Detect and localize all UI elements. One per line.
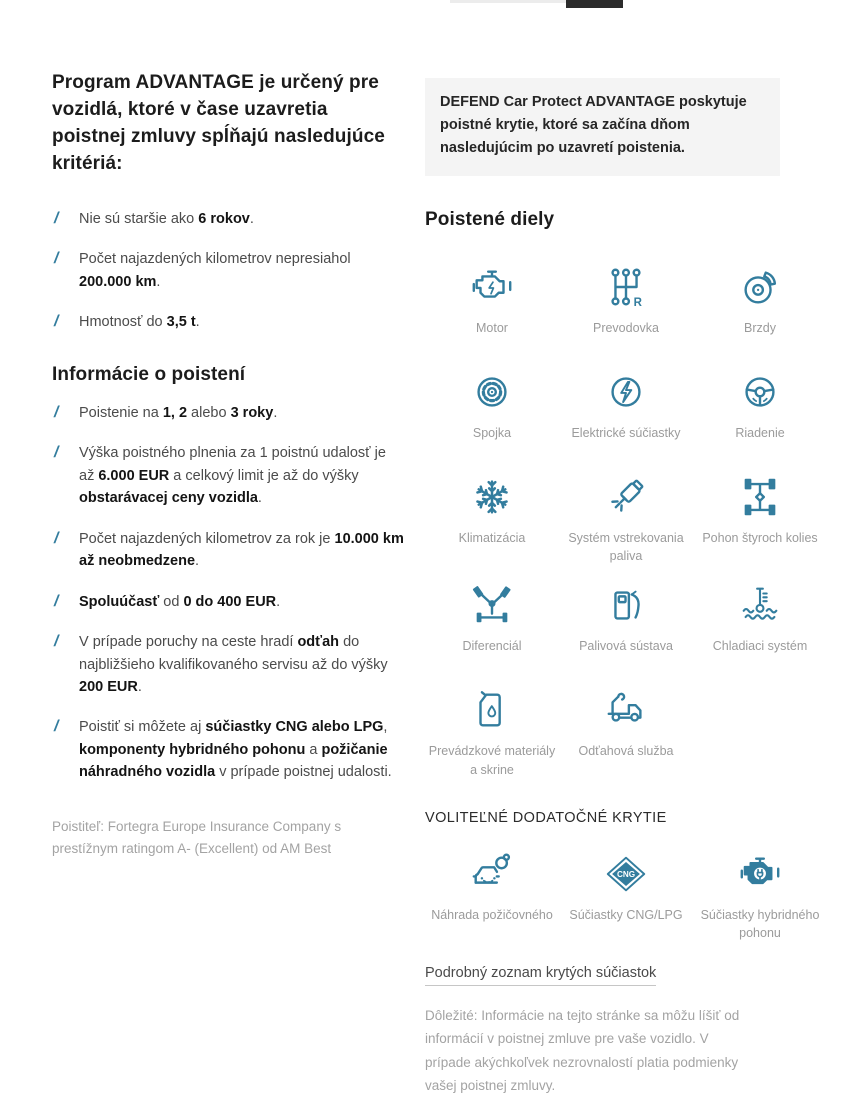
optional-parts-grid [425,848,827,944]
slash-bullet-icon: / [54,250,59,268]
covered-parts-list-link[interactable]: Podrobný zoznam krytých súčiastok [425,965,656,986]
svg-text:CNG: CNG [616,869,636,879]
covered-part [425,366,559,458]
bullet-text: Počet najazdených kilometrov nepresiahol 200.000 km. [79,251,351,290]
covered-part [693,471,827,567]
snowflake-icon [468,471,516,523]
info-item [52,716,404,783]
rental-car-icon [468,848,516,900]
bullet-text: Nie sú staršie ako 6 rokov. [79,210,254,227]
bullet-text: Hmotnosť do 3,5 t. [79,314,200,331]
clutch-icon [468,366,516,418]
part-label: Súčiastky hybridného pohonu [700,907,820,941]
slash-bullet-icon: / [54,403,59,421]
right-column [425,78,827,1097]
four-wheel-drive-icon [736,471,784,523]
covered-part [425,684,559,780]
covered-part [559,579,693,671]
info-item [52,528,404,573]
part-label: Motor [476,320,508,335]
criteria-list [52,208,404,334]
slash-bullet-icon: / [54,633,59,651]
info-item [52,402,404,424]
part-label: Náhrada požičovného [431,907,553,922]
part-label: Súčiastky CNG/LPG [569,907,683,922]
bullet-text: Poistiť si môžete aj súčiastky CNG alebo LPG, komponenty hybridného pohonu a požičanie náhradného vozidla v prípade poistnej udalosti. [79,719,392,781]
tow-truck-icon [602,684,650,736]
optional-coverage-heading: VOLITEĽNÉ DODATOČNÉ KRYTIE [425,809,667,826]
part-label: Riadenie [735,425,785,440]
part-label: Brzdy [744,320,776,335]
part-label: Spojka [472,425,512,440]
bullet-text: V prípade poruchy na ceste hradí odťah do najbližšieho kvalifikovaného servisu až do výšky 200 EUR. [79,634,388,695]
part-label: Palivová sústava [579,639,673,654]
insurer-note: Poistiteľ: Fortegra Europe Insurance Company s prestížnym ratingom A- (Excellent) od AM Best [52,818,342,857]
fuel-pump-icon [602,579,650,631]
covered-part [425,471,559,567]
part-label: Klimatizácia [458,530,526,545]
covered-part [559,471,693,567]
info-item [52,591,404,613]
coolant-thermometer-icon [736,579,784,631]
covered-part [559,366,693,458]
steering-wheel-icon [736,366,784,418]
slash-bullet-icon: / [54,718,59,736]
covered-part [693,261,827,353]
covered-part [559,261,693,353]
slash-bullet-icon: / [54,529,59,547]
criteria-item [52,248,404,293]
part-label: Systém vstrekovania paliva [568,530,684,564]
lightning-circle-icon [602,366,650,418]
gearbox-icon [602,261,650,313]
info-item [52,442,404,509]
part-label: Chladiaci systém [712,639,808,654]
highlight-text: DEFEND Car Protect ADVANTAGE poskytuje poistné krytie, ktoré sa začína dňom nasledujúcim po uzavretí poistenia. [440,94,747,157]
bullet-text: Spoluúčasť od 0 do 400 EUR. [79,593,281,610]
slash-bullet-icon: / [54,209,59,227]
covered-part [693,366,827,458]
bullet-text: Počet najazdených kilometrov za rok je 10.000 km až neobmedzene. [79,530,404,570]
disclaimer-text: Dôležité: Informácie na tejto stránke sa môžu líšiť od informácií v poistnej zmluve pre vaše vozidlo. V prípade akýchkoľvek nezrovnalostí platia podmienky vašej poistnej zmluvy. [425,1008,740,1093]
part-label: Prevádzkové materiály a skrine [428,744,556,777]
criteria-item [52,311,404,333]
cng-diamond-icon [602,848,650,900]
bullet-text: Výška poistného plnenia za 1 poistnú udalosť je až 6.000 EUR a celkový limit je až do výšky obstarávacej ceny vozidla. [79,445,386,507]
optional-part [693,848,827,944]
covered-parts-grid [425,261,827,780]
covered-part [559,684,693,780]
info-list [52,402,404,784]
hybrid-engine-icon [736,848,784,900]
part-label: Pohon štyroch kolies [702,530,818,545]
part-label: Odťahová služba [578,744,674,759]
criteria-item [52,208,404,230]
slash-bullet-icon: / [54,592,59,610]
info-item [52,631,404,698]
oil-canister-icon [468,684,516,736]
differential-icon [468,579,516,631]
part-label: Prevodovka [592,320,659,335]
bullet-text: Poistenie na 1, 2 alebo 3 roky. [79,404,278,421]
covered-part [425,579,559,671]
covered-parts-heading: Poistené diely [425,208,555,230]
slash-bullet-icon: / [54,444,59,462]
highlight-box [425,78,780,176]
brake-disc-icon [736,261,784,313]
slash-bullet-icon: / [54,313,59,331]
covered-part [425,261,559,353]
info-heading: Informácie o poistení [52,363,246,385]
svg-text:R: R [633,296,642,309]
intro-heading: Program ADVANTAGE je určený pre vozidlá, ktoré v čase uzavretia poistnej zmluvy spĺňajú nasledujúce kritériá: [52,72,385,174]
fuel-injector-icon [602,471,650,523]
covered-part [693,579,827,671]
cropped-header-element [566,0,623,8]
optional-part [425,848,559,944]
part-label: Elektrické súčiastky [571,425,681,440]
engine-icon [468,261,516,313]
left-column [52,70,404,860]
part-label: Diferenciál [462,639,522,654]
optional-part [559,848,693,944]
